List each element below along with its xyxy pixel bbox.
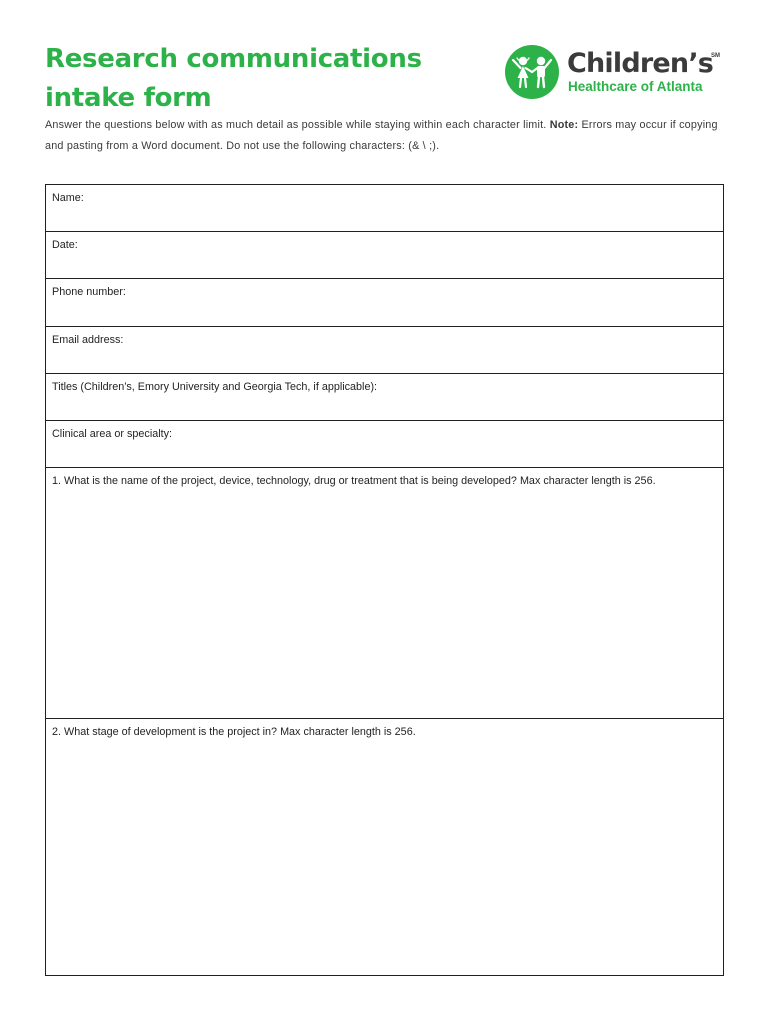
instructions-paragraph (45, 115, 735, 157)
titles-field[interactable] (46, 374, 723, 421)
date-field[interactable] (46, 232, 723, 279)
clinical-area-label: Clinical area or specialty: (52, 427, 173, 440)
page-title-line-2: intake form (45, 83, 212, 113)
email-label: Email address: (52, 333, 124, 346)
phone-label: Phone number: (52, 286, 126, 299)
date-label: Date: (52, 239, 78, 252)
intake-form (45, 184, 724, 976)
name-field[interactable] (46, 185, 723, 232)
question-2-field[interactable] (46, 719, 723, 975)
titles-label: Titles (Children’s, Emory University and Georgia Tech, if applicable): (52, 380, 378, 393)
page-title-line-1: Research communications (45, 44, 422, 74)
clinical-area-field[interactable] (46, 421, 723, 468)
logo-name: Children’s (567, 48, 714, 79)
phone-field[interactable] (46, 279, 723, 326)
note-label: Note: (549, 119, 579, 131)
note-text: Errors may occur if copying and pasting from a Word document. Do not use the following characters: (& \ ;). (45, 119, 718, 152)
question-1-label: 1. What is the name of the project, device, technology, drug or treatment that is being developed? Max character length is 256. (52, 475, 656, 488)
question-2-label: 2. What stage of development is the project in? Max character length is 256. (52, 726, 416, 739)
instructions-text: Answer the questions below with as much detail as possible while staying within each character limit. (45, 119, 550, 131)
service-mark: SM (711, 53, 720, 59)
childrens-healthcare-logo (505, 45, 730, 101)
name-label: Name: (52, 192, 84, 204)
two-children-icon (505, 45, 559, 99)
page-title (45, 40, 465, 118)
question-1-field[interactable] (46, 468, 723, 719)
email-field[interactable] (46, 327, 723, 374)
logo-subtitle: Healthcare of Atlanta (568, 79, 703, 94)
